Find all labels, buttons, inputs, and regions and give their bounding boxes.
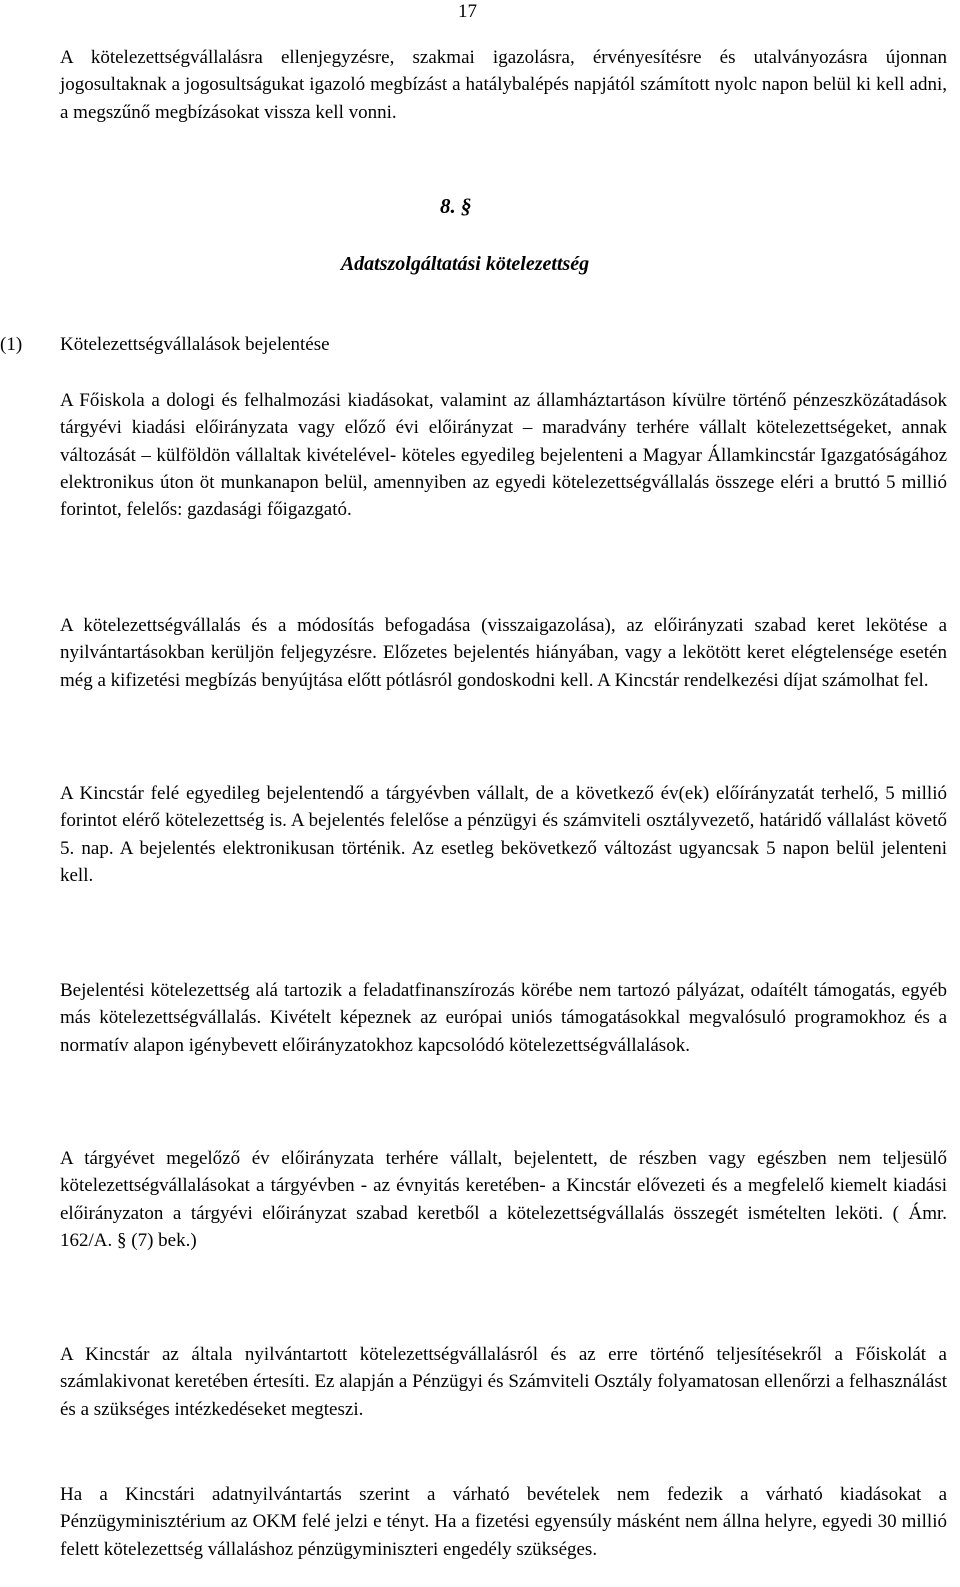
- paragraph-nyilvantartott: A Kincstár az általa nyilvántartott kötelezettségvállalásról és az erre történő teljesítésekről a Főiskolát a számlakivonat keretében értesíti. Ez alapján a Pénzügyi és Számviteli Osztály folyamatosan ellenőrzi a felhasználást és a szükséges intézkedéseket megteszi.: [60, 1344, 947, 1420]
- paragraph-befogadas: A kötelezettségvállalás és a módosítás befogadása (visszaigazolása), az előirányzati szabad keret lekötése a nyilvántartásokban kerüljön feljegyzésre. Előzetes bejelentés hiányában, vagy a lekötött keret elégtelensége esetén még a kifizetési megbízás benyújtása előtt pótlásról gondoskodni kell. A Kincstár rendelkezési díjat számolhat fel.: [60, 615, 947, 691]
- paragraph-bejelentesi-kotelezettseg: Bejelentési kötelezettség alá tartozik a feladatfinanszírozás körébe nem tartozó pályázat, odaítélt támogatás, egyéb más kötelezettségvállalás. Kivételt képeznek az európai uniós támogatásokkal megvalósuló programokhoz és a normatív alapon igénybevett előirányzatokhoz kapcsolódó kötelezettségvállalások.: [60, 980, 947, 1056]
- subsection-heading: [0, 331, 330, 358]
- paragraph-adatnyilvantartas: Ha a Kincstári adatnyilvántartás szerint a várható bevételek nem fedezik a várható kiadásokat a Pénzügyminisztérium az OKM felé jelzi e tényt. Ha a fizetési egyensúly másként nem állna helyre, egyedi 30 millió felett kötelezettség vállaláshoz pénzügyminiszteri engedély szükséges.: [60, 1484, 947, 1560]
- section-title: Adatszolgáltatási kötelezettség: [340, 253, 590, 275]
- subsection-number: (1): [0, 334, 23, 355]
- paragraph-kincstar-fele: A Kincstár felé egyedileg bejelentendő a tárgyévben vállalt, de a következő év(ek) előírányzatát terhelő, 5 millió forintot elérő kötelezettség is. A bejelentés felelőse a pénzügyi és számviteli osztályvezető, határidő vállalást követő 5. nap. A bejelentés elektronikusan történik. Az esetleg bekövetkező változást ugyancsak 5 napon belül jelenteni kell.: [60, 783, 947, 886]
- paragraph-bejelentes: A Főiskola a dologi és felhalmozási kiadásokat, valamint az államháztartáson kívülre történő pénzeszközátadások tárgyévi kiadási előirányzata vagy előző évi előirányzat – maradvány terhére vállalt kötelezettségeket, annak változását – külföldön vállaltak kivételével- köteles egyedileg bejelenteni a Magyar Államkincstár Igazgatóságához elektronikus úton öt munkanapon belül, amennyiben az egyedi kötelezettségvállalás összege eléri a bruttó 5 millió forintot, felelős: gazdasági főigazgató.: [60, 390, 947, 521]
- subsection-title: Kötelezettségvállalások bejelentése: [60, 334, 330, 355]
- paragraph-targyevet-megelozo: A tárgyévet megelőző év előirányzata terhére vállalt, bejelentett, de részben vagy egészben nem teljesülő kötelezettségvállalásokat a tárgyévben - az évnyitás keretében- a Kincstár elővezeti és a megfelelő kiemelt kiadási előirányzaton a tárgyévi előirányzat szabad keretből a kötelezettségvállalás összegét ismételten leköti. ( Ámr. 162/A. § (7) bek.): [60, 1148, 947, 1251]
- section-number: 8. §: [440, 194, 472, 218]
- intro-paragraph: A kötelezettségvállalásra ellenjegyzésre, szakmai igazolásra, érvényesítésre és utalványozásra újonnan jogosultaknak a jogosultságukat igazoló megbízást a hatálybalépés napjától számított nyolc napon belül ki kell adni, a megszűnő megbízásokat vissza kell vonni.: [60, 47, 947, 123]
- page-number: 17: [458, 1, 477, 22]
